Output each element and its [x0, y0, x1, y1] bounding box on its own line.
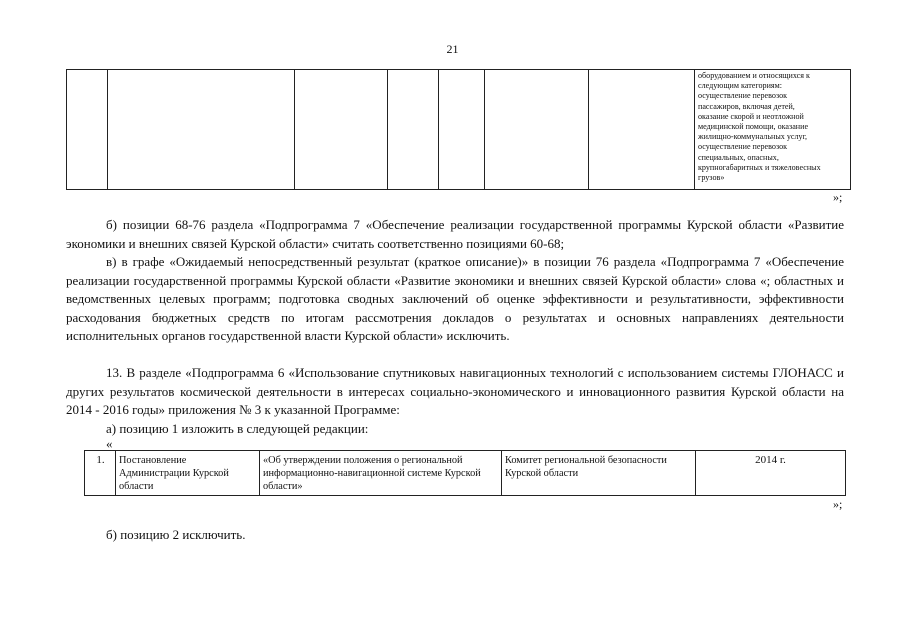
executor: Комитет региональной безопасности Курской области [505, 455, 667, 479]
paragraph-b2 [66, 526, 844, 545]
position-table [84, 450, 846, 496]
position-number: 1. [96, 454, 105, 466]
paragraph-13 [66, 364, 844, 420]
cell-line: жилищно-коммунальных услуг, [698, 132, 808, 142]
closing-quote-mark: »; [833, 497, 843, 511]
cell-line: следующим категориям: [698, 81, 782, 91]
paragraph-text: 13. В разделе «Подпрограмма 6 «Использование спутниковых навигационных технологий с использованием системы ГЛОНАСС и других результатов космической деятельности в интересах социально-экономического и инновационного развития Курской области на 2014 - 2016 годы» приложения № 3 к указанной Программе: [66, 365, 844, 417]
paragraph-text: б) позиции 68-76 раздела «Подпрограмма 7 «Обеспечение реализации государственной программы Курской области «Развитие экономики и внешних связей Курской области» считать соответственно позициями 60-68; [66, 217, 844, 251]
table-divider [438, 70, 439, 189]
cell-line: крупногабаритных и тяжеловесных [698, 162, 821, 172]
page-number: 21 [446, 42, 459, 56]
table-divider [294, 70, 295, 189]
paragraph-text: а) позицию 1 изложить в следующей редакции: [106, 421, 369, 436]
closing-quote-mark: »; [833, 190, 843, 204]
result-description-cell [694, 70, 850, 189]
year: 2014 г. [755, 454, 786, 466]
document-type: Постановление Администрации Курской области [119, 455, 229, 492]
opening-quote-mark: « [106, 436, 113, 451]
cell-line: осуществление перевозок [698, 142, 788, 152]
cell-line: специальных, опасных, [698, 152, 779, 162]
cell-line: осуществление перевозок [698, 91, 788, 101]
document-title: «Об утверждении положения о региональной информационно-навигационной системе Курской области» [263, 455, 481, 492]
cell-line: медицинской помощи, оказание [698, 122, 809, 132]
paragraph-b [66, 216, 844, 253]
table-divider [588, 70, 589, 189]
table-divider [484, 70, 485, 189]
continued-table [66, 69, 851, 190]
paragraph-v [66, 253, 844, 346]
paragraph-text: в) в графе «Ожидаемый непосредственный результат (краткое описание)» в позиции 76 раздела «Подпрограмма 7 «Обеспечение реализации государственной программы Курской области «Развитие экономики и внешних связей Курской области» слова «; областных и ведомственных целевых программ; подготовка сводных заключений об оценке эффективности и результативности, эффективности расходования бюджетных средств по итогам рассмотрения докладов о результатах и основных направлениях деятельности исполнительных органов государственной власти Курской области» исключить. [66, 254, 844, 343]
cell-line: оказание скорой и неотложной [698, 111, 804, 121]
cell-line: грузов» [698, 173, 725, 183]
table-divider [107, 70, 108, 189]
paragraph-text: б) позицию 2 исключить. [106, 527, 246, 542]
cell-line: пассажиров, включая детей, [698, 101, 795, 111]
table-divider [387, 70, 388, 189]
paragraph-a [66, 420, 844, 439]
cell-line: оборудованием и относящихся к [698, 71, 810, 80]
